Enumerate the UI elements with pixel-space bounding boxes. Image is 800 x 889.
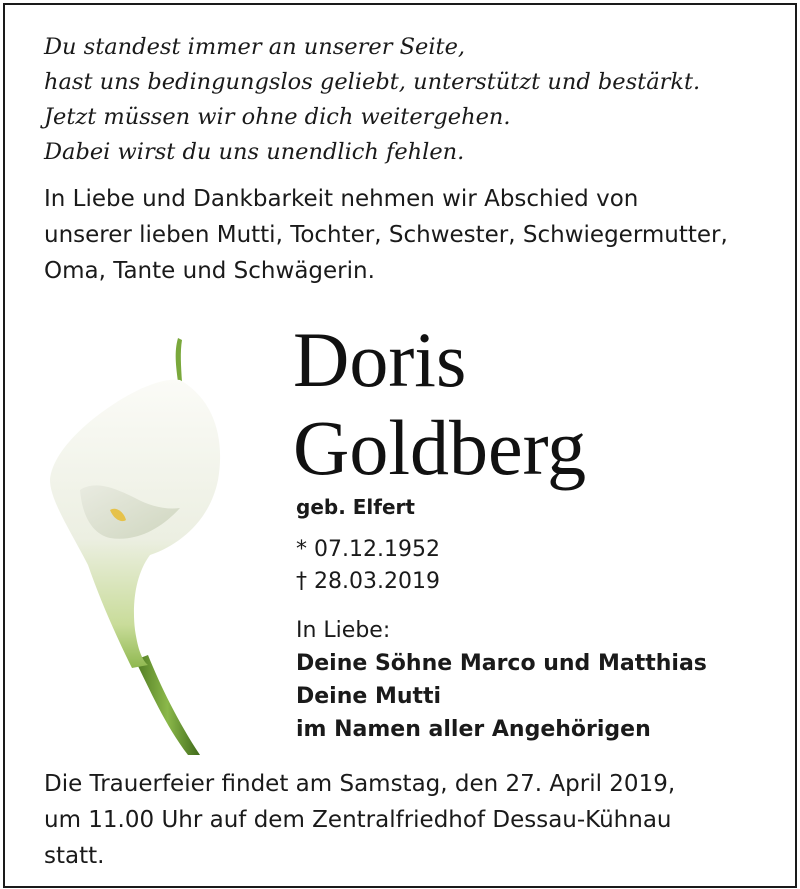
last-name: Goldberg: [293, 404, 587, 491]
deceased-name: [293, 316, 586, 492]
mourner-line: Deine Söhne Marco und Matthias: [296, 651, 707, 676]
mourner-line: Deine Mutti: [296, 684, 442, 709]
mourners-block: [296, 614, 707, 746]
ceremony-line: Die Trauerfeier findet am Samstag, den 27. April 2019,: [44, 771, 676, 797]
mourner-line: im Namen aller Angehörigen: [296, 717, 651, 742]
calla-lily-image: [40, 330, 240, 760]
maiden-name: geb. Elfert: [296, 495, 415, 519]
deceased-details: [296, 492, 707, 746]
poem-line: Du standest immer an unserer Seite,: [44, 34, 466, 60]
ceremony-line: um 11.00 Uhr auf dem Zentralfriedhof Dessau-Kühnau: [44, 807, 672, 833]
first-name: Doris: [293, 316, 467, 403]
ceremony-line: statt.: [44, 843, 105, 869]
life-dates: [296, 534, 707, 598]
birth-date: * 07.12.1952: [296, 537, 440, 562]
intro-line: Oma, Tante und Schwägerin.: [44, 258, 375, 284]
poem-line: hast uns bedingungslos geliebt, unterstützt und bestärkt.: [44, 69, 701, 95]
farewell-intro: [44, 181, 764, 289]
memorial-poem: [44, 30, 700, 170]
funeral-service-notice: [44, 766, 675, 874]
death-date: † 28.03.2019: [296, 569, 440, 594]
poem-line: Jetzt müssen wir ohne dich weitergehen.: [44, 104, 511, 130]
mourners-intro: In Liebe:: [296, 618, 391, 643]
intro-line: unserer lieben Mutti, Tochter, Schwester, Schwiegermutter,: [44, 222, 728, 248]
intro-line: In Liebe und Dankbarkeit nehmen wir Abschied von: [44, 186, 639, 212]
poem-line: Dabei wirst du uns unendlich fehlen.: [44, 139, 465, 165]
lily-tip: [176, 338, 182, 382]
lily-stem: [135, 655, 200, 755]
